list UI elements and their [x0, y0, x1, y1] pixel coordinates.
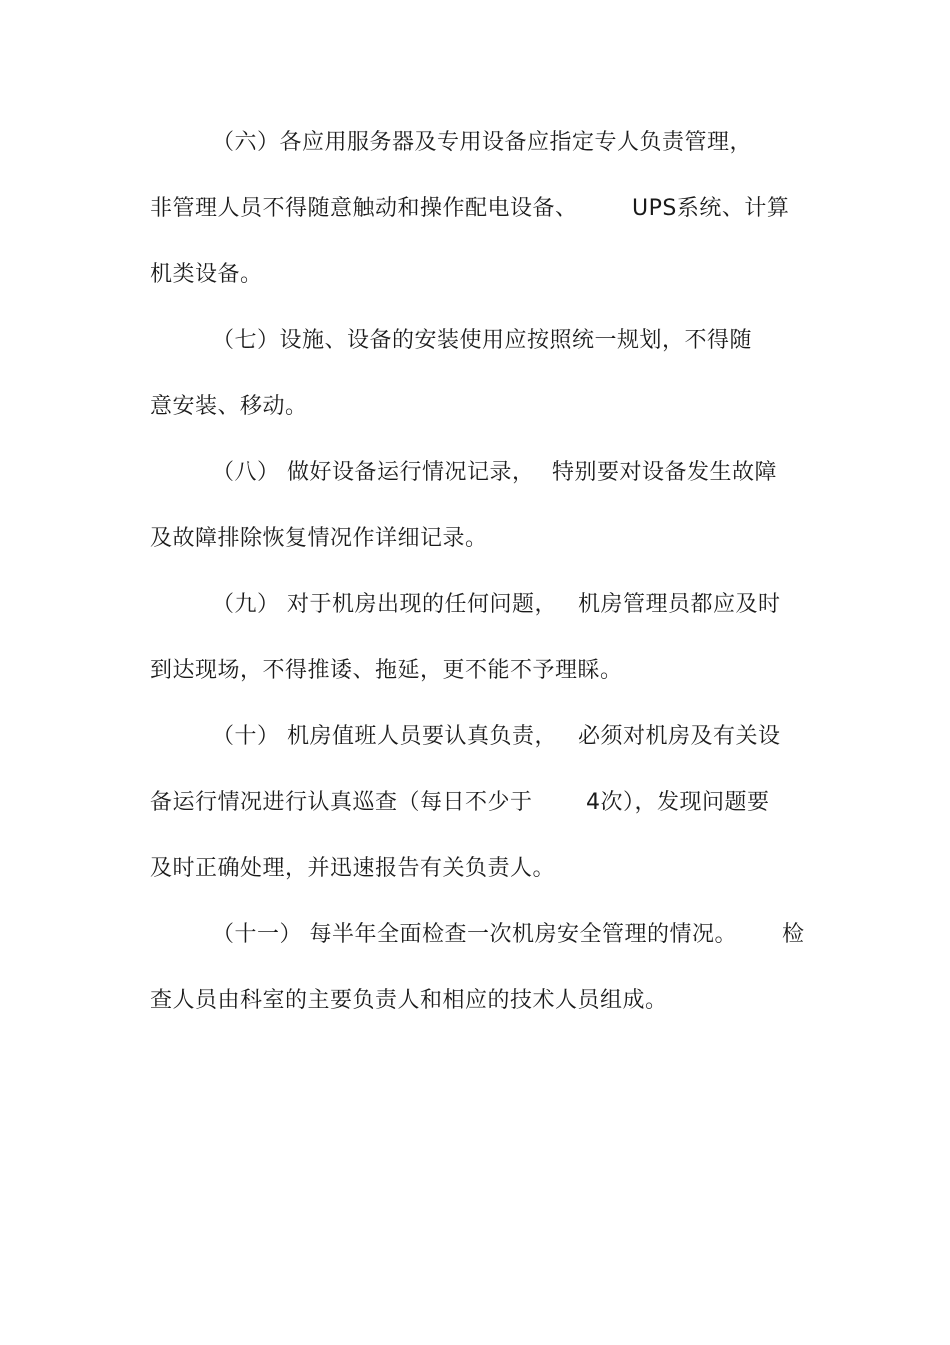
clause-10-line-2-tail: 4次），发现问题要 [586, 790, 770, 815]
clause-11-line-1: （十一） 每半年全面检查一次机房安全管理的情况。 [212, 922, 737, 947]
clause-6-line-3: 机类设备。 [150, 262, 263, 287]
clause-7-line-1: （七）设施、设备的安装使用应按照统一规划，不得随 [212, 328, 753, 353]
clause-10-line-2: 备运行情况进行认真巡查（每日不少于 [150, 790, 533, 815]
clause-9-line-1: （九） 对于机房出现的任何问题， [212, 592, 557, 617]
clause-11-line-1-tail: 检 [782, 922, 805, 947]
clause-9-line-2: 到达现场，不得推诿、拖延，更不能不予理睬。 [150, 658, 623, 683]
clause-6-line-2: 非管理人员不得随意触动和操作配电设备、 [150, 196, 578, 221]
clause-8-line-1: （八） 做好设备运行情况记录， [212, 460, 535, 485]
clause-10-line-1-tail: 必须对机房及有关设 [578, 724, 781, 749]
clause-10-line-1: （十） 机房值班人员要认真负责， [212, 724, 557, 749]
clause-8-line-1-tail: 特别要对设备发生故障 [552, 460, 778, 485]
clause-10-line-3: 及时正确处理，并迅速报告有关负责人。 [150, 856, 556, 881]
clause-7-line-2: 意安装、移动。 [150, 394, 308, 419]
clause-6-line-2-tail: UPS系统、计算 [632, 196, 790, 221]
clause-6-line-1: （六）各应用服务器及专用设备应指定专人负责管理， [212, 130, 753, 155]
clause-11-line-2: 查人员由科室的主要负责人和相应的技术人员组成。 [150, 988, 668, 1013]
clause-8-line-2: 及故障排除恢复情况作详细记录。 [150, 526, 488, 551]
clause-9-line-1-tail: 机房管理员都应及时 [578, 592, 781, 617]
